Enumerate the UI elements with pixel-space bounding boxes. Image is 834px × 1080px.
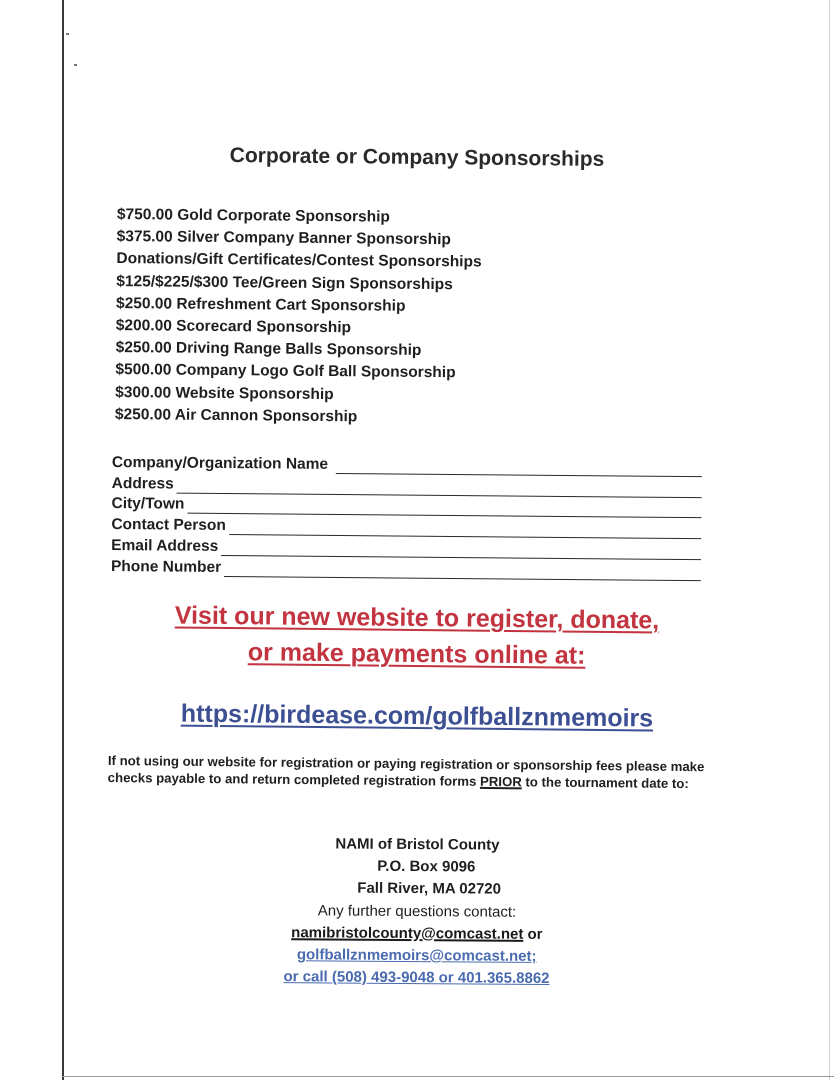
website-callout	[0, 596, 834, 677]
sponsorship-item: $750.00 Gold Corporate Sponsorship	[116, 205, 391, 226]
website-link[interactable]: https://birdease.com/golfballznmemoirs	[180, 699, 654, 733]
address-field-label: Address	[111, 474, 174, 493]
page-title: Corporate or Company Sponsorships	[229, 143, 605, 171]
org-name: NAMI of Bristol County	[335, 835, 500, 854]
sponsorship-item: $250.00 Refreshment Cart Sponsorship	[115, 294, 406, 315]
po-box: P.O. Box 9096	[377, 857, 476, 876]
sponsorship-item: $250.00 Driving Range Balls Sponsorship	[115, 339, 422, 360]
email-link-golfballz[interactable]: golfballznmemoirs@comcast.net;	[296, 946, 537, 965]
sponsorship-item: $300.00 Website Sponsorship	[115, 383, 334, 403]
sponsorship-list	[115, 204, 482, 430]
sponsorship-item: Donations/Gift Certificates/Contest Sponsorships	[116, 250, 482, 271]
email-field-label: Email Address	[111, 536, 219, 555]
scan-speck	[74, 64, 77, 66]
website-link-block	[0, 696, 834, 737]
payment-instructions	[108, 752, 718, 792]
callout-line-1: Visit our new website to register, donate,	[174, 601, 660, 635]
scan-speck	[66, 33, 69, 35]
company-field-blank[interactable]	[336, 459, 702, 477]
mailing-address-block	[0, 831, 834, 992]
city-field-label: City/Town	[111, 495, 185, 514]
company-field-label: Company/Organization Name	[111, 453, 329, 473]
city-state-zip: Fall River, MA 02720	[357, 879, 502, 898]
instructions-tail: to the tournament date to:	[525, 774, 689, 792]
email-joiner: or	[527, 925, 543, 943]
phone-field-label: Phone Number	[110, 557, 222, 576]
sponsorship-item: $500.00 Company Logo Golf Ball Sponsorship	[115, 361, 456, 382]
page-bottom-border	[62, 1076, 834, 1077]
instructions-text: If not using our website for registration or paying registration or sponsorship fees please make checks payable to and return completed registration forms	[107, 752, 705, 789]
prior-emphasis: PRIOR	[479, 773, 522, 790]
callout-line-2: or make payments online at:	[247, 638, 586, 670]
sponsorship-item: $200.00 Scorecard Sponsorship	[115, 317, 352, 337]
sponsorship-item: $125/$225/$300 Tee/Green Sign Sponsorships	[116, 272, 453, 293]
contact-intro: Any further questions contact:	[317, 902, 517, 921]
phone-contact-line[interactable]: or call (508) 493-9048 or 401.365.8862	[283, 968, 550, 988]
sponsorship-item: $375.00 Silver Company Banner Sponsorship	[116, 228, 451, 249]
sponsorship-item: $250.00 Air Cannon Sponsorship	[114, 405, 358, 426]
email-link-nami[interactable]: namibristolcounty@comcast.net	[291, 924, 524, 943]
phone-field-blank[interactable]	[224, 562, 701, 581]
registration-form	[111, 451, 702, 581]
contact-field-label: Contact Person	[111, 516, 226, 535]
